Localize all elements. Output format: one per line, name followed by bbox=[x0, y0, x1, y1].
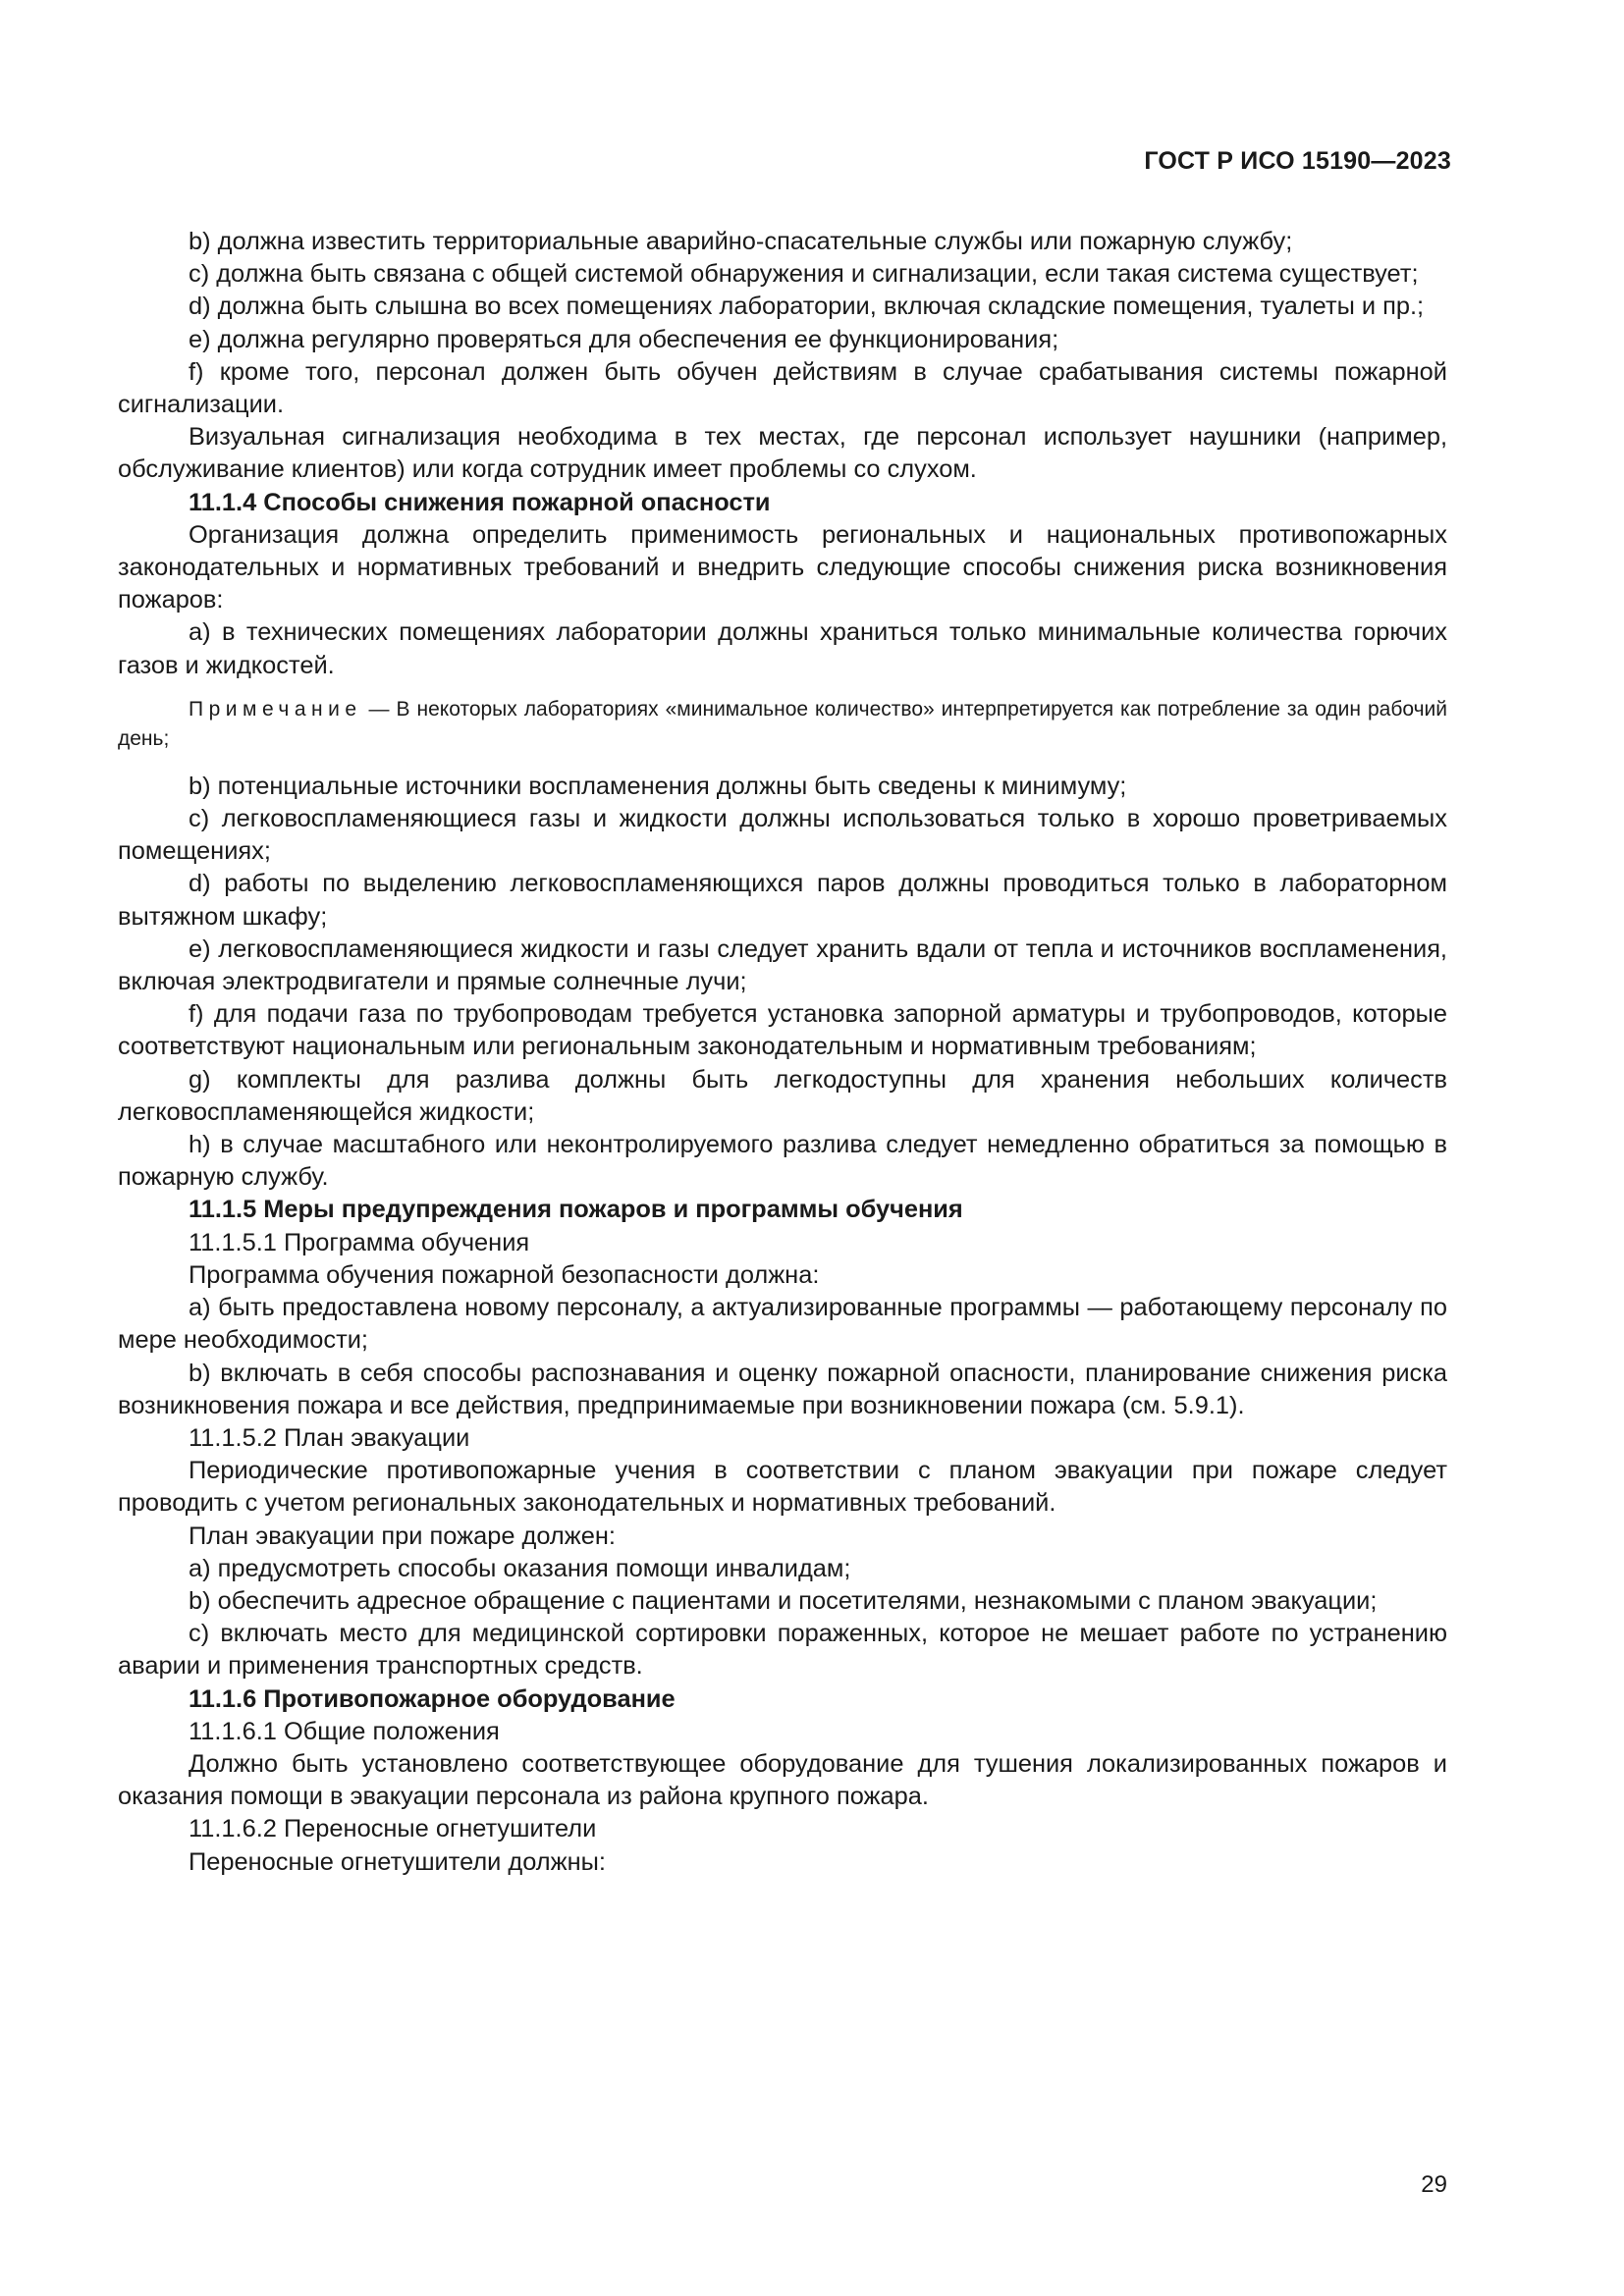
subsection-11-1-5-2: 11.1.5.2 План эвакуации bbox=[189, 1423, 470, 1452]
list-item-h-fire-service: h) в случае масштабного или неконтролируемого разлива следует немедленно обратиться за помощью в пожарную службу. bbox=[118, 1131, 1447, 1192]
paragraph-evacuation-plan: План эвакуации при пожаре должен: bbox=[189, 1522, 616, 1550]
list-item-b-ignition: b) потенциальные источники воспламенения должны быть сведены к минимуму; bbox=[189, 772, 1127, 800]
note bbox=[118, 695, 1447, 754]
paragraph-extinguishers: Переносные огнетушители должны: bbox=[189, 1847, 606, 1876]
section-heading-11-1-4: 11.1.4 Способы снижения пожарной опасности bbox=[189, 488, 771, 516]
paragraph-training-program: Программа обучения пожарной безопасности должна: bbox=[189, 1260, 820, 1289]
section-heading-11-1-6: 11.1.6 Противопожарное оборудование bbox=[189, 1684, 676, 1713]
subsection-11-1-5-1: 11.1.5.1 Программа обучения bbox=[189, 1228, 530, 1256]
paragraph-drills: Периодические противопожарные учения в соответствии с планом эвакуации при пожаре следует проводить с учетом региональных законодательных и нормативных требований. bbox=[118, 1457, 1447, 1518]
paragraph-organization: Организация должна определить применимость региональных и национальных противопожарных законодательных и нормативных требований и внедрить следующие способы снижения риска возникновения пожаров: bbox=[118, 520, 1447, 614]
section-heading-11-1-5: 11.1.5 Меры предупреждения пожаров и программы обучения bbox=[189, 1196, 963, 1224]
list-item-d-audible: d) должна быть слышна во всех помещениях лаборатории, включая складские помещения, туалеты и пр.; bbox=[189, 293, 1425, 321]
list-item-a-disabled: a) предусмотреть способы оказания помощи инвалидам; bbox=[189, 1554, 851, 1582]
list-item-a-new-staff: a) быть предоставлена новому персоналу, а актуализированные программы — работающему персоналу по мере необходимости; bbox=[118, 1294, 1447, 1355]
list-item-f-gas-supply: f) для подачи газа по трубопроводам требуется установка запорной арматуры и трубопроводов, которые соответствуют национальным или региональным законодательным и нормативным требованиям; bbox=[118, 1000, 1447, 1061]
document-code: ГОСТ Р ИСО 15190—2023 bbox=[1144, 147, 1451, 175]
list-item-b-patients: b) обеспечить адресное обращение с пациентами и посетителями, незнакомыми с планом эвакуации; bbox=[189, 1586, 1378, 1615]
list-item-e-checked: e) должна регулярно проверяться для обеспечения ее функционирования; bbox=[189, 325, 1059, 353]
list-item-c-triage: c) включать место для медицинской сортировки пораженных, которое не мешает работе по устранению аварии и применения транспортных средств. bbox=[118, 1620, 1447, 1681]
list-item-b-notify: b) должна известить территориальные аварийно-спасательные службы или пожарную службу; bbox=[189, 228, 1293, 255]
note-label: Примечание bbox=[189, 697, 362, 721]
list-item-a-storage: a) в технических помещениях лаборатории должны храниться только минимальные количества горючих газов и жидкостей. bbox=[118, 618, 1447, 679]
document-body bbox=[118, 226, 1447, 1879]
paragraph-equipment: Должно быть установлено соответствующее оборудование для тушения локализированных пожаров и оказания помощи в эвакуации персонала из района крупного пожара. bbox=[118, 1749, 1447, 1811]
note-text: — В некоторых лабораториях «минимальное количество» интерпретируется как потребление за один рабочий день; bbox=[118, 697, 1447, 750]
list-item-f-training: f) кроме того, персонал должен быть обучен действиям в случае срабатывания системы пожарной сигнализации. bbox=[118, 357, 1447, 419]
list-item-g-spill-kits: g) комплекты для разлива должны быть легкодоступны для хранения небольших количеств легковоспламеняющейся жидкости; bbox=[118, 1065, 1447, 1126]
list-item-c-ventilated: c) легковоспламеняющиеся газы и жидкости должны использоваться только в хорошо проветриваемых помещениях; bbox=[118, 805, 1447, 866]
subsection-11-1-6-2: 11.1.6.2 Переносные огнетушители bbox=[189, 1815, 597, 1843]
list-item-c-linked: c) должна быть связана с общей системой обнаружения и сигнализации, если такая система существует; bbox=[189, 260, 1419, 289]
list-item-e-heat: e) легковоспламеняющиеся жидкости и газы следует хранить вдали от тепла и источников воспламенения, включая электродвигатели и прямые солнечные лучи; bbox=[118, 934, 1447, 996]
list-item-d-fume-hood: d) работы по выделению легковоспламеняющихся паров должны проводиться только в лабораторном вытяжном шкафу; bbox=[118, 870, 1447, 931]
paragraph-visual-alarm: Визуальная сигнализация необходима в тех местах, где персонал использует наушники (например, обслуживание клиентов) или когда сотрудник имеет проблемы со слухом. bbox=[118, 423, 1447, 484]
list-item-b-recognition: b) включать в себя способы распознавания и оценку пожарной опасности, планирование снижения риска возникновения пожара и все действия, предпринимаемые при возникновении пожара (см. 5.9.1). bbox=[118, 1359, 1447, 1419]
page-number: 29 bbox=[1421, 2171, 1447, 2198]
subsection-11-1-6-1: 11.1.6.1 Общие положения bbox=[189, 1717, 500, 1745]
